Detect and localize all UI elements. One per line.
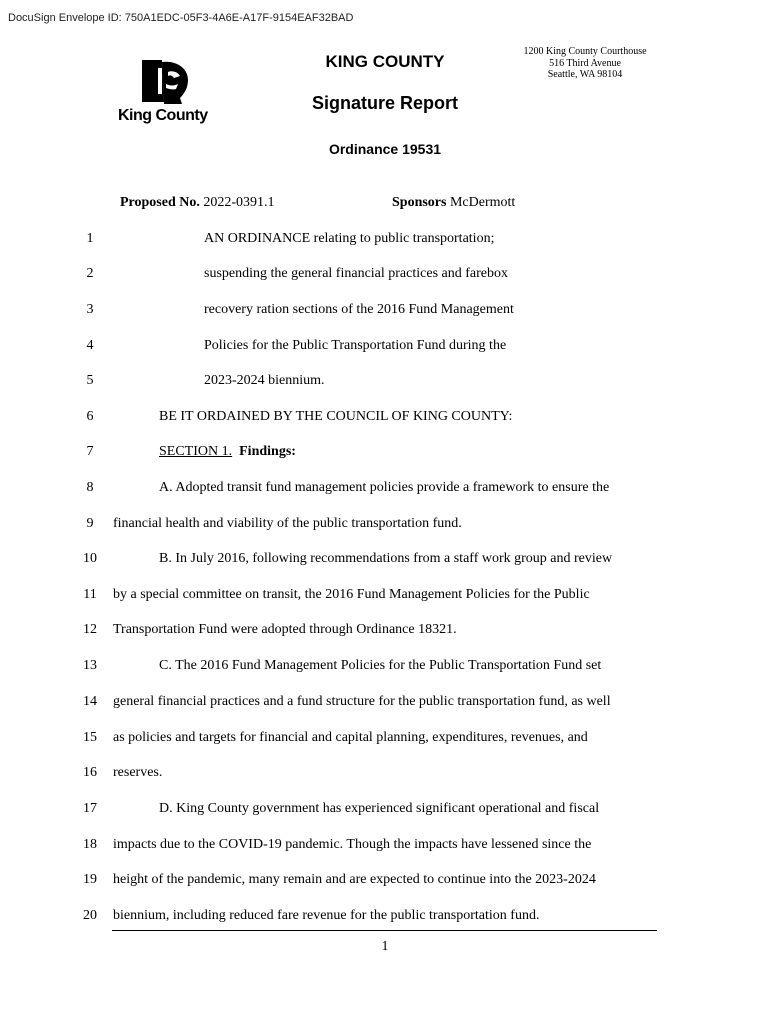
ordinance-line: D. King County government has experienced significant operational and fiscal — [159, 801, 600, 816]
address-line: Seattle, WA 98104 — [547, 69, 623, 80]
line-number: 7 — [86, 444, 94, 459]
ordinance-line: C. The 2016 Fund Management Policies for the Public Transportation Fund set — [159, 658, 602, 673]
report-title: Signature Report — [311, 93, 458, 113]
line-number: 5 — [86, 373, 94, 388]
proposed-value: 2022-0391.1 — [203, 195, 275, 210]
ordinance-line: BE IT ORDAINED BY THE COUNCIL OF KING COUNTY: — [159, 409, 513, 424]
line-number: 8 — [86, 480, 94, 495]
ordinance-line: by a special committee on transit, the 2016 Fund Management Policies for the Public — [113, 587, 590, 602]
king-county-logo-icon — [118, 58, 218, 108]
line-number: 13 — [83, 658, 97, 673]
sponsors-label: Sponsors — [392, 195, 447, 210]
ordinance-number: Ordinance 19531 — [328, 141, 442, 157]
line-number: 20 — [83, 908, 97, 923]
line-number: 4 — [86, 338, 94, 353]
ordinance-line: impacts due to the COVID-19 pandemic. Though the impacts have lessened since the — [113, 837, 592, 852]
ordinance-line: B. In July 2016, following recommendations from a staff work group and review — [159, 551, 613, 566]
line-number: 17 — [83, 801, 97, 816]
line-number: 16 — [83, 765, 97, 780]
ordinance-line: Policies for the Public Transportation Fund during the — [204, 338, 507, 353]
line-number: 3 — [86, 302, 94, 317]
ordinance-line: 2023-2024 biennium. — [204, 373, 325, 388]
ordinance-line: as policies and targets for financial and capital planning, expenditures, revenues, and — [113, 730, 588, 745]
line-number: 6 — [86, 409, 94, 424]
address-line: 1200 King County Courthouse — [523, 46, 647, 57]
line-number: 9 — [86, 516, 94, 531]
line-number: 15 — [83, 730, 97, 745]
address-line: 516 Third Avenue — [549, 57, 621, 69]
line-number: 10 — [83, 551, 97, 566]
ordinance-line: recovery ration sections of the 2016 Fund Management — [204, 302, 514, 317]
line-number: 18 — [83, 837, 97, 852]
section-heading-line — [159, 444, 296, 460]
org-title: KING COUNTY — [325, 52, 445, 71]
footer-divider — [112, 930, 657, 931]
section-heading: Findings: — [239, 444, 296, 459]
sponsors-value: McDermott — [449, 195, 516, 210]
ordinance-line: biennium, including reduced fare revenue for the public transportation fund. — [113, 908, 540, 923]
page-number: 1 — [381, 939, 389, 954]
proposed-number — [120, 195, 275, 211]
docusign-envelope-id: DocuSign Envelope ID: 750A1EDC-05F3-4A6E-A17F-9154EAF32BAD — [8, 12, 354, 24]
ordinance-line: general financial practices and a fund structure for the public transportation fund, as well — [113, 694, 611, 709]
courthouse-address — [500, 46, 670, 81]
line-number: 14 — [83, 694, 97, 709]
ordinance-line: Transportation Fund were adopted through Ordinance 18321. — [113, 622, 457, 637]
line-number: 2 — [86, 266, 94, 281]
ordinance-line: height of the pandemic, many remain and are expected to continue into the 2023-2024 — [113, 872, 596, 887]
ordinance-line: financial health and viability of the public transportation fund. — [113, 516, 462, 531]
line-number: 19 — [83, 872, 97, 887]
logo-wordmark: King County — [118, 107, 208, 124]
line-number: 11 — [83, 587, 97, 602]
ordinance-line: suspending the general financial practices and farebox — [204, 266, 508, 281]
ordinance-line: AN ORDINANCE relating to public transportation; — [204, 231, 495, 246]
proposed-label: Proposed No. — [120, 195, 200, 210]
ordinance-line: A. Adopted transit fund management policies provide a framework to ensure the — [159, 480, 610, 495]
king-county-logo — [118, 58, 218, 128]
line-number: 12 — [83, 622, 97, 637]
sponsors — [392, 195, 515, 211]
section-label: SECTION 1. — [159, 444, 233, 459]
ordinance-line: reserves. — [113, 765, 163, 780]
line-number: 1 — [86, 231, 94, 246]
